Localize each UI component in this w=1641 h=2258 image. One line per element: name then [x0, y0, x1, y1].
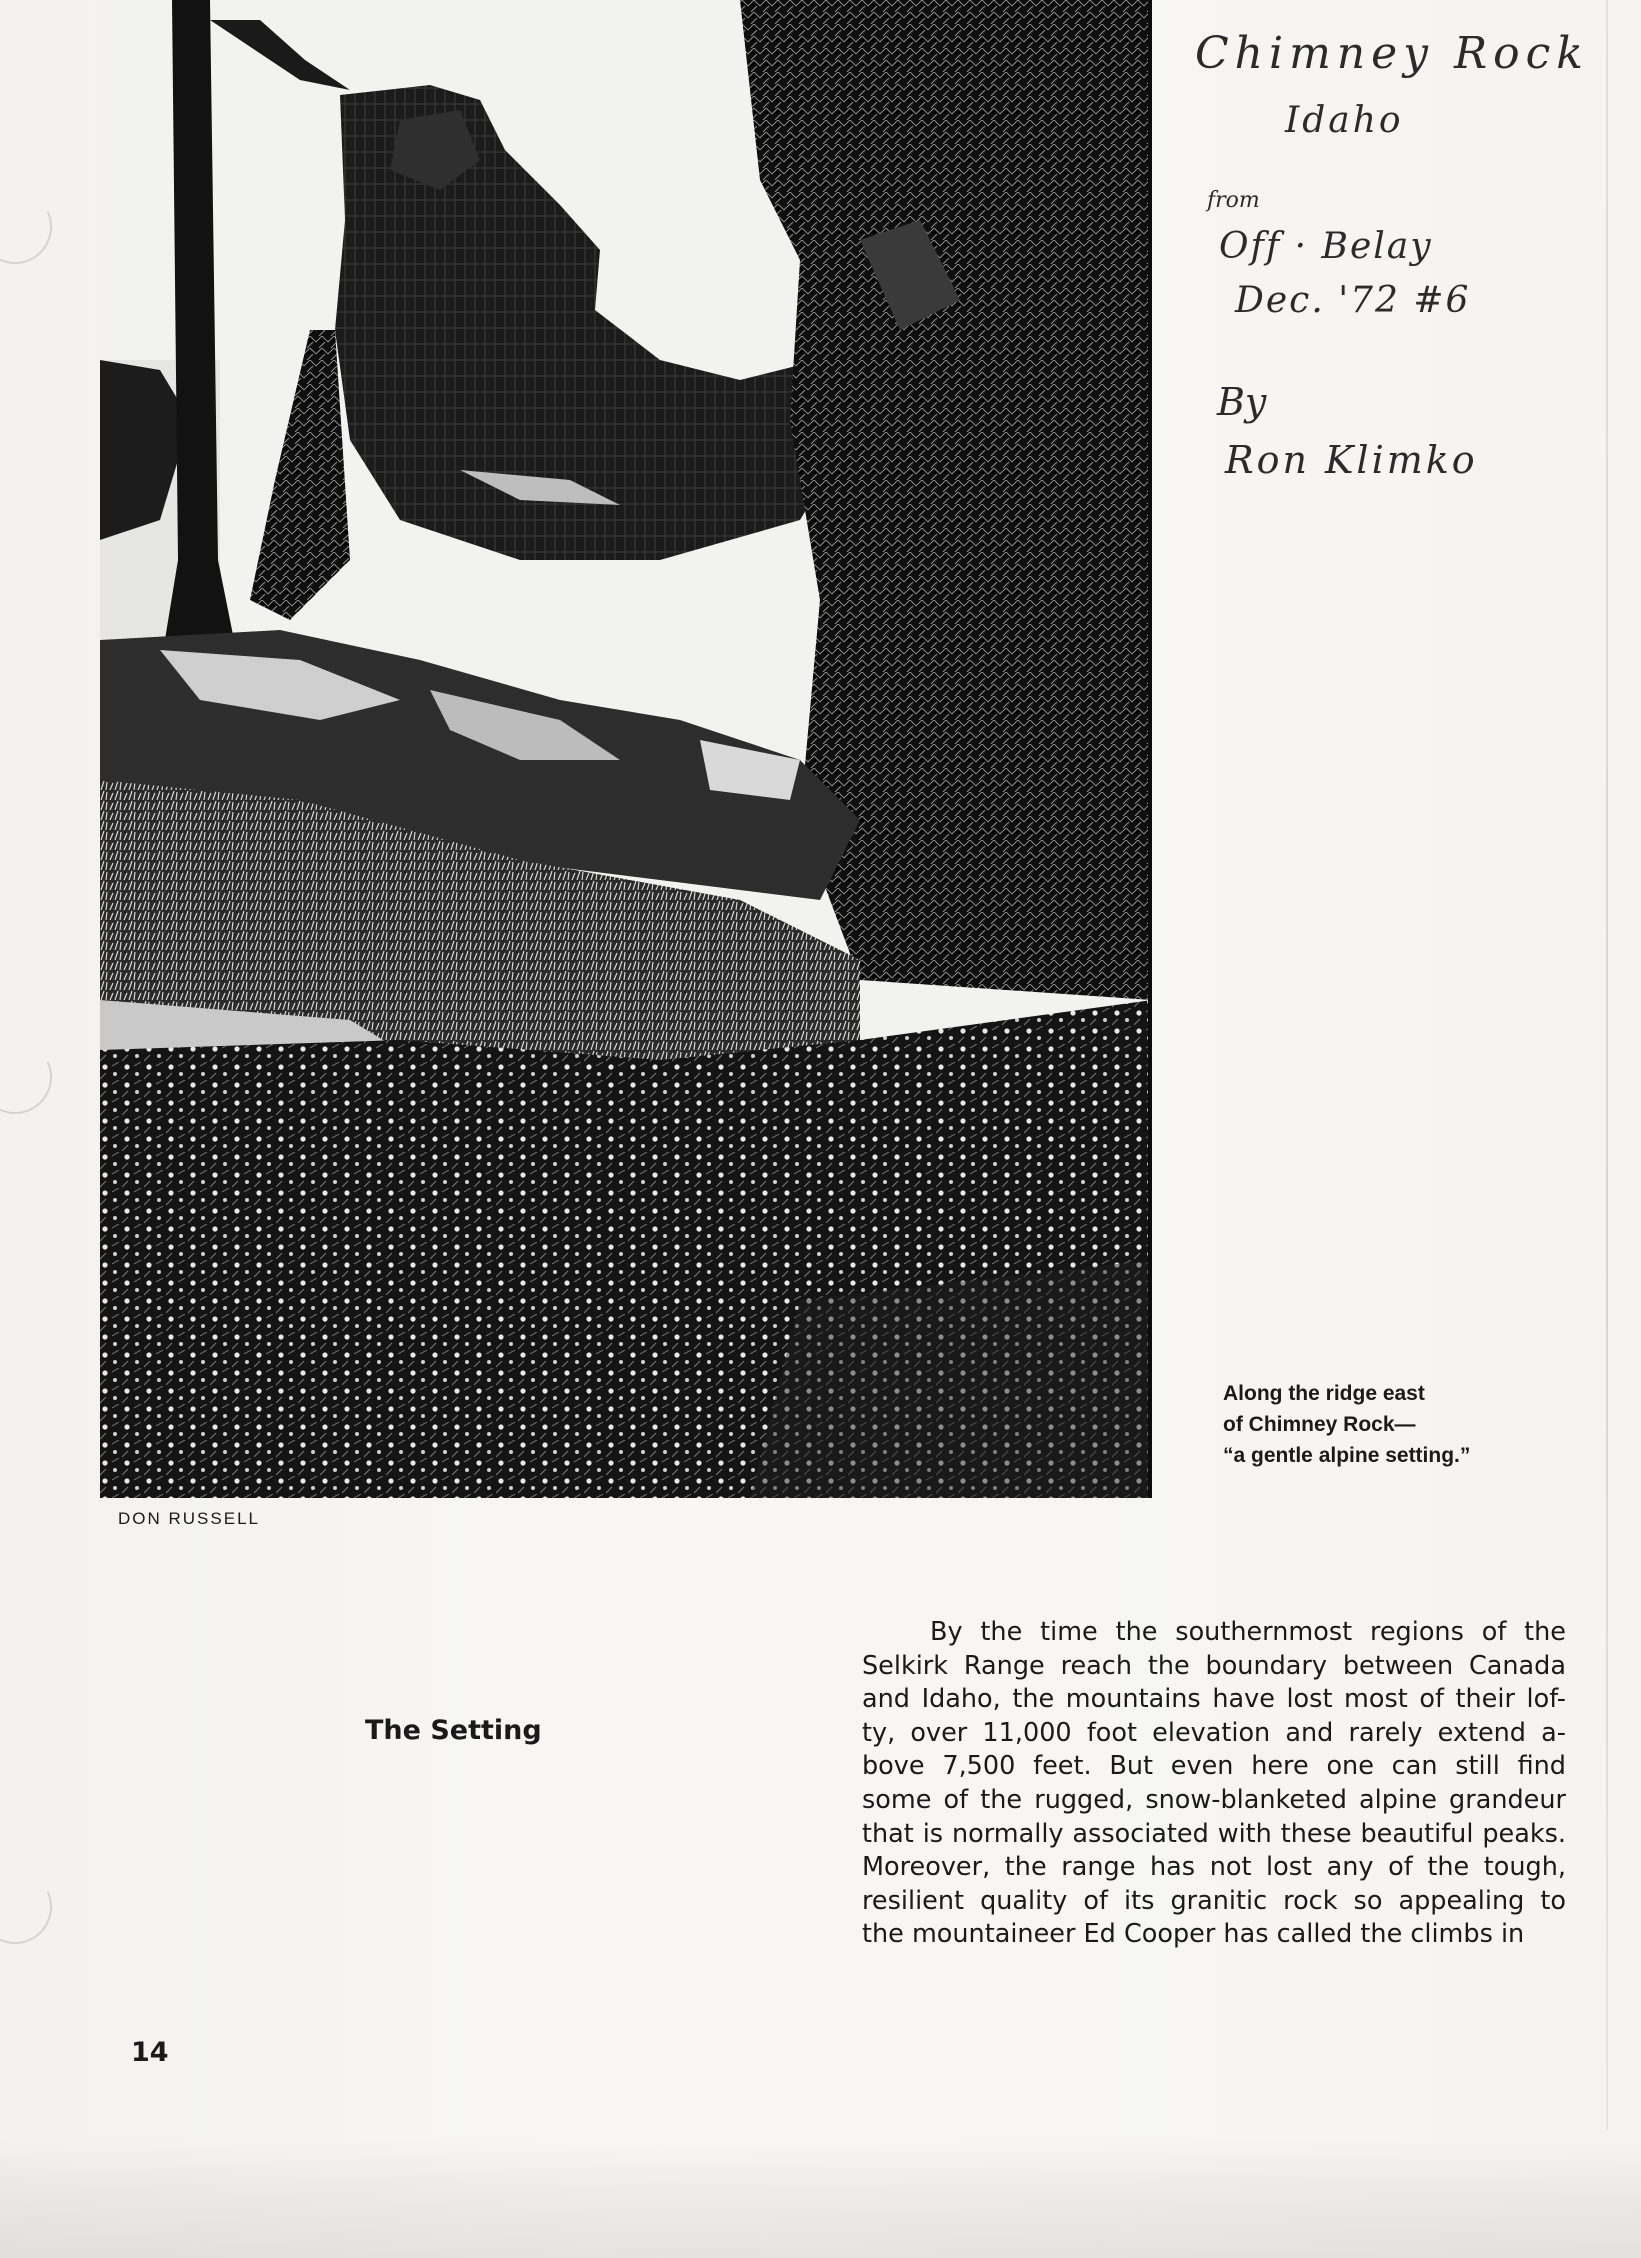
binder-hole-mark	[0, 180, 62, 275]
body-line: some of the rugged, snow-blanketed alpine grandeur	[862, 1784, 1566, 1815]
body-line: that is normally associated with these beautiful peaks.	[862, 1818, 1566, 1849]
page-number: 14	[131, 2037, 169, 2068]
caption-line: Along the ridge east	[1223, 1382, 1425, 1405]
photo-caption	[1223, 1378, 1523, 1471]
chimney-rock-photo	[100, 0, 1152, 1498]
handwritten-title: Chimney Rock	[1195, 28, 1589, 79]
caption-line: “a gentle alpine setting.”	[1223, 1444, 1471, 1467]
article-body	[862, 1616, 1566, 1952]
handwritten-state: Idaho	[1285, 100, 1404, 141]
body-line: bove 7,500 feet. But even here one can still find	[862, 1751, 1566, 1782]
page-edge-line	[1606, 0, 1608, 2130]
section-title: The Setting	[365, 1715, 542, 1746]
handwritten-note	[1195, 28, 1595, 508]
scan-bottom-shadow	[0, 2140, 1641, 2258]
handwritten-author: Ron Klimko	[1225, 438, 1478, 482]
body-line: Moreover, the range has not lost any of the tough,	[862, 1852, 1566, 1883]
body-line: Selkirk Range reach the boundary between Canada	[862, 1650, 1566, 1681]
handwritten-issue: Dec. '72 #6	[1235, 280, 1471, 321]
photo-credit: DON RUSSELL	[118, 1509, 260, 1528]
binder-hole-mark	[0, 1030, 62, 1125]
body-line: ty, over 11,000 foot elevation and rarely extend a-	[862, 1717, 1566, 1748]
handwritten-publication: Off · Belay	[1219, 226, 1433, 267]
body-line: and Idaho, the mountains have lost most of their lof-	[862, 1684, 1566, 1715]
body-line: resilient quality of its granitic rock so appealing to	[862, 1885, 1566, 1916]
handwritten-from-label: from	[1207, 188, 1260, 213]
caption-line: of Chimney Rock—	[1223, 1413, 1416, 1436]
photo-image	[100, 0, 1152, 1498]
handwritten-by-label: By	[1217, 380, 1267, 424]
binder-hole-mark	[0, 1860, 62, 1955]
body-line: the mountaineer Ed Cooper has called the climbs in	[862, 1919, 1525, 1950]
body-line: By the time the southernmost regions of the	[930, 1617, 1566, 1647]
